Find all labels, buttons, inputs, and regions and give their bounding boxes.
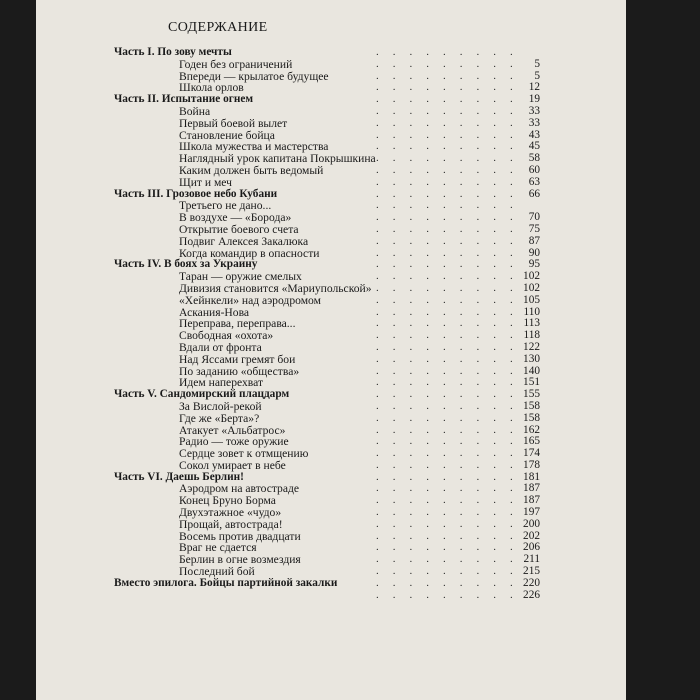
chapter-title: Переправа, переправа... — [179, 317, 296, 331]
leader-dots: ......... — [376, 57, 527, 70]
leader-dots: ......... — [376, 234, 527, 247]
chapter-title: За Вислой-рекой — [179, 399, 262, 413]
leader-dots: ......... — [376, 293, 527, 306]
page-number: 130 — [523, 352, 540, 365]
leader-dots: ......... — [376, 187, 527, 200]
chapter-title: Последний бой — [179, 565, 255, 579]
page-number: 140 — [523, 364, 540, 377]
leader-dots: ......... — [376, 104, 527, 117]
leader-dots: ......... — [376, 81, 527, 94]
toc-entry — [36, 59, 626, 71]
leader-dots: ......... — [376, 494, 527, 507]
leader-dots: ......... — [376, 565, 527, 578]
leader-dots: ......... — [376, 305, 527, 318]
epilogue-title: Вместо эпилога. Бойцы партийной закалки — [114, 576, 338, 589]
leader-dots: ......... — [376, 69, 527, 82]
leader-dots: ......... — [376, 458, 527, 471]
toc-entry — [36, 460, 626, 472]
table-of-contents — [36, 47, 626, 601]
leader-dots: ......... — [376, 258, 527, 271]
toc-entry — [36, 295, 626, 307]
chapter-title: Щит и меч — [179, 175, 232, 189]
page-number: 43 — [528, 128, 540, 141]
chapter-title: Аэродром на автостраде — [179, 482, 300, 496]
leader-dots: ......... — [376, 364, 527, 377]
leader-dots: ......... — [376, 423, 527, 436]
page-number: 197 — [523, 506, 540, 519]
page-number: 95 — [528, 258, 540, 271]
toc-entry — [36, 413, 626, 425]
leader-dots: ......... — [376, 93, 527, 106]
leader-dots: ......... — [376, 470, 527, 483]
chapter-title: Берлин в огне возмездия — [179, 553, 301, 567]
leader-dots: ......... — [376, 541, 527, 554]
leader-dots: ......... — [376, 152, 527, 165]
chapter-title: Враг не сдается — [179, 541, 257, 555]
page-number: 162 — [523, 423, 540, 436]
page-number: 75 — [528, 222, 540, 235]
page-number: 206 — [523, 541, 540, 554]
leader-dots: ......... — [376, 317, 527, 330]
book-page — [36, 0, 626, 700]
page-number: 158 — [523, 411, 540, 424]
chapter-title: Двухэтажное «чудо» — [179, 506, 282, 520]
leader-dots: ......... — [376, 529, 527, 542]
page-number: 122 — [523, 340, 540, 353]
page-number: 105 — [523, 293, 540, 306]
page-number: 202 — [523, 529, 540, 542]
page-number: 45 — [528, 140, 540, 153]
page-number: 174 — [523, 447, 540, 460]
chapter-title: Подвиг Алексея Закалюка — [179, 234, 309, 248]
page-number: 215 — [523, 565, 540, 578]
page-number: 187 — [523, 482, 540, 495]
leader-dots: ......... — [376, 175, 527, 188]
chapter-title: Свободная «охота» — [179, 329, 274, 343]
page-number: 33 — [528, 116, 540, 129]
leader-dots: ......... — [376, 116, 527, 129]
page-number: 19 — [528, 93, 540, 106]
page-number: 5 — [534, 57, 540, 70]
chapter-title: Конец Бруно Борма — [179, 494, 276, 508]
page-number: 165 — [523, 435, 540, 448]
leader-dots: ......... — [376, 163, 527, 176]
leader-dots: ......... — [376, 222, 527, 235]
chapter-title: Третьего не дано... — [179, 199, 272, 213]
toc-entry — [36, 189, 626, 201]
page-number: 60 — [528, 163, 540, 176]
chapter-title: Первый боевой вылет — [179, 116, 288, 130]
toc-entry — [36, 118, 626, 130]
leader-dots: ......... — [376, 482, 527, 495]
leader-dots: ......... — [376, 399, 527, 412]
chapter-title: Радио — тоже оружие — [179, 435, 289, 449]
chapter-title: Вдали от фронта — [179, 340, 262, 354]
chapter-title: По заданию «общества» — [179, 364, 300, 378]
leader-dots: ......... — [376, 553, 527, 566]
page-number: 66 — [528, 187, 540, 200]
leader-dots: ......... — [376, 329, 527, 342]
page-number: 220 — [523, 576, 540, 589]
chapter-title: Восемь против двадцати — [179, 529, 301, 543]
page-number: 63 — [528, 175, 540, 188]
part-title: Часть VI. Даешь Берлин! — [114, 470, 244, 483]
part-title: Часть IV. В боях за Украину — [114, 258, 258, 271]
chapter-title: Война — [179, 104, 211, 118]
part-title: Часть I. По зову мечты — [114, 46, 232, 58]
page-number: 90 — [528, 246, 540, 259]
toc-entry — [36, 342, 626, 354]
toc-entry — [36, 578, 626, 590]
page-number: 226 — [523, 588, 540, 601]
page-number: 33 — [528, 104, 540, 117]
chapter-title: Сердце зовет к отмщению — [179, 447, 309, 461]
page-number: 211 — [523, 553, 540, 566]
toc-entry — [36, 177, 626, 189]
chapter-title: «Хейнкели» над аэродромом — [179, 293, 321, 307]
chapter-title: Годен без ограничений — [179, 57, 293, 71]
chapter-title: Над Яссами гремят бои — [179, 352, 296, 366]
page-number: 155 — [523, 388, 540, 401]
leader-dots: ......... — [376, 435, 527, 448]
toc-entry — [36, 224, 626, 236]
leader-dots: ......... — [376, 340, 527, 353]
page-number: 181 — [523, 470, 540, 483]
toc-entry — [36, 236, 626, 248]
leader-dots: ......... — [376, 128, 527, 141]
page-number: 12 — [528, 81, 540, 94]
part-title: Часть V. Сандомирский плацдарм — [114, 388, 290, 401]
page-number: 102 — [523, 281, 540, 294]
page-number: 87 — [528, 234, 540, 247]
page-number: 110 — [523, 305, 540, 318]
leader-dots: ......... — [376, 46, 527, 58]
leader-dots: ......... — [376, 411, 527, 424]
leader-dots: ......... — [376, 211, 527, 224]
leader-dots: ......... — [376, 281, 527, 294]
chapter-title: Впереди — крылатое будущее — [179, 69, 329, 83]
leader-dots: ......... — [376, 517, 527, 530]
page-number: 151 — [523, 376, 540, 389]
chapter-title: Дивизия становится «Мариупольской» — [179, 281, 372, 295]
chapter-title: Атакует «Альбатрос» — [179, 423, 286, 437]
leader-dots: ......... — [376, 588, 527, 601]
toc-entry — [36, 106, 626, 118]
chapter-title: Прощай, автострада! — [179, 517, 283, 531]
chapter-title: Где же «Берта»? — [179, 411, 260, 425]
page-number: 58 — [528, 152, 540, 165]
chapter-title: Школа орлов — [179, 81, 244, 95]
leader-dots: ......... — [376, 246, 527, 259]
leader-dots: ......... — [376, 376, 527, 389]
chapter-title: Сокол умирает в небе — [179, 458, 286, 472]
page-number: 200 — [523, 517, 540, 530]
toc-entry — [36, 401, 626, 413]
chapter-title: Таран — оружие смелых — [179, 270, 302, 284]
chapter-title: Открытие боевого счета — [179, 222, 299, 236]
leader-dots: ......... — [376, 270, 527, 283]
chapter-title: Школа мужества и мастерства — [179, 140, 329, 154]
page-number: 158 — [523, 399, 540, 412]
leader-dots: ......... — [376, 388, 527, 401]
toc-entry — [36, 283, 626, 295]
leader-dots: ......... — [376, 352, 527, 365]
chapter-title: Становление бойца — [179, 128, 275, 142]
part-title: Часть III. Грозовое небо Кубани — [114, 187, 278, 200]
page-number: 187 — [523, 494, 540, 507]
leader-dots: ......... — [376, 140, 527, 153]
toc-entry — [36, 165, 626, 177]
toc-entry — [36, 354, 626, 366]
chapter-title: Наглядный урок капитана Покрышкина — [179, 152, 376, 166]
page-number: 113 — [523, 317, 540, 330]
leader-dots: ......... — [376, 506, 527, 519]
page-title: СОДЕРЖАНИЕ — [168, 20, 268, 35]
page-number: 118 — [523, 329, 540, 342]
chapter-title: Каким должен быть ведомый — [179, 163, 324, 177]
page-number: 70 — [528, 211, 540, 224]
page-number: 102 — [523, 270, 540, 283]
page-number: 5 — [534, 69, 540, 82]
chapter-title: Когда командир в опасности — [179, 246, 320, 260]
leader-dots: ......... — [376, 576, 527, 589]
toc-entry — [36, 590, 626, 602]
part-title: Часть II. Испытание огнем — [114, 93, 254, 106]
chapter-title: Идем наперехват — [179, 376, 264, 390]
toc-entry — [36, 519, 626, 531]
leader-dots: ......... — [376, 199, 527, 212]
chapter-title: Аскания-Нова — [179, 305, 250, 319]
leader-dots: ......... — [376, 447, 527, 460]
page-number: 178 — [523, 458, 540, 471]
chapter-title: В воздухе — «Борода» — [179, 211, 292, 225]
